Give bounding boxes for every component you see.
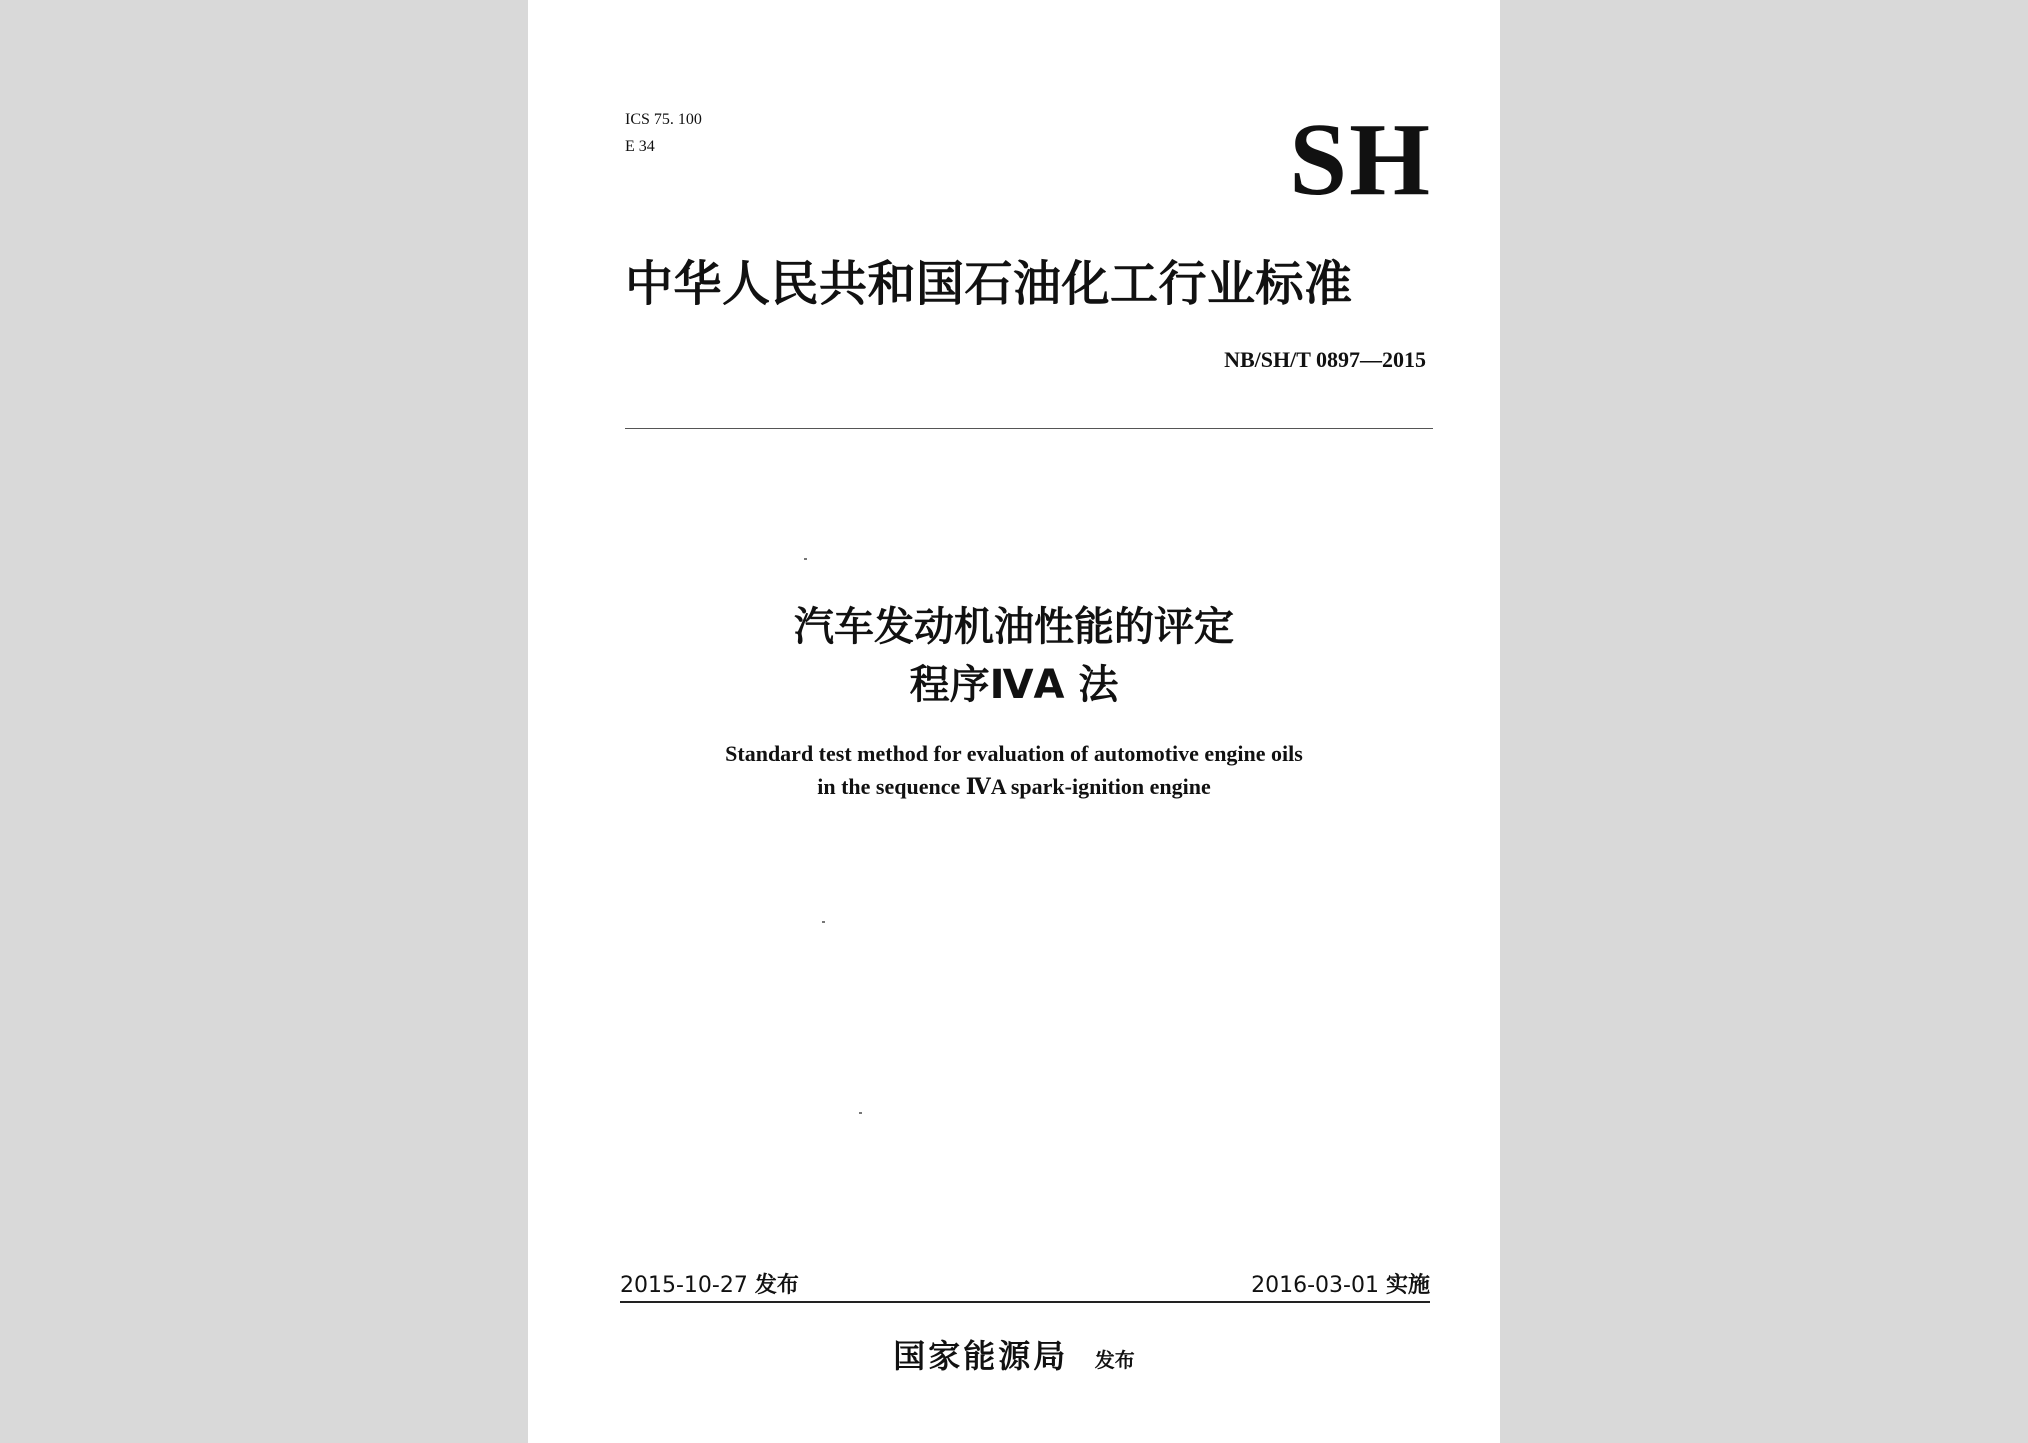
ccs-code: E 34 (625, 138, 655, 155)
document-page (528, 0, 1500, 1443)
scan-speck (859, 1112, 862, 1114)
classification-codes (625, 106, 702, 160)
scan-speck (822, 921, 825, 923)
publisher-label: 发布 (1094, 1348, 1135, 1372)
sh-logo: SH (1289, 102, 1432, 217)
scan-speck (804, 558, 807, 560)
effective-date (1251, 1271, 1430, 1301)
issue-date-label: 发布 (754, 1273, 799, 1298)
publisher-name: 国家能源局 (893, 1337, 1069, 1375)
effective-date-value: 2016-03-01 (1251, 1273, 1379, 1298)
issue-date-value: 2015-10-27 (620, 1273, 748, 1298)
footer-divider (620, 1301, 1430, 1303)
title-cn-line2: 程序ⅣA 法 (909, 662, 1119, 708)
title-cn-line1: 汽车发动机油性能的评定 (794, 604, 1234, 650)
title-en-line1: Standard test method for evaluation of automotive engine oils (725, 741, 1303, 766)
title-en-line2: in the sequence ⅣA spark-ignition engine (817, 774, 1211, 799)
standard-number: NB/SH/T 0897—2015 (1224, 347, 1426, 372)
effective-date-label: 实施 (1385, 1273, 1430, 1298)
ics-code: ICS 75. 100 (625, 111, 702, 128)
publisher (528, 1331, 1500, 1377)
standard-category-title: 中华人民共和国石油化工行业标准 (625, 256, 1353, 312)
issue-date (620, 1271, 799, 1301)
header-divider (625, 428, 1433, 429)
